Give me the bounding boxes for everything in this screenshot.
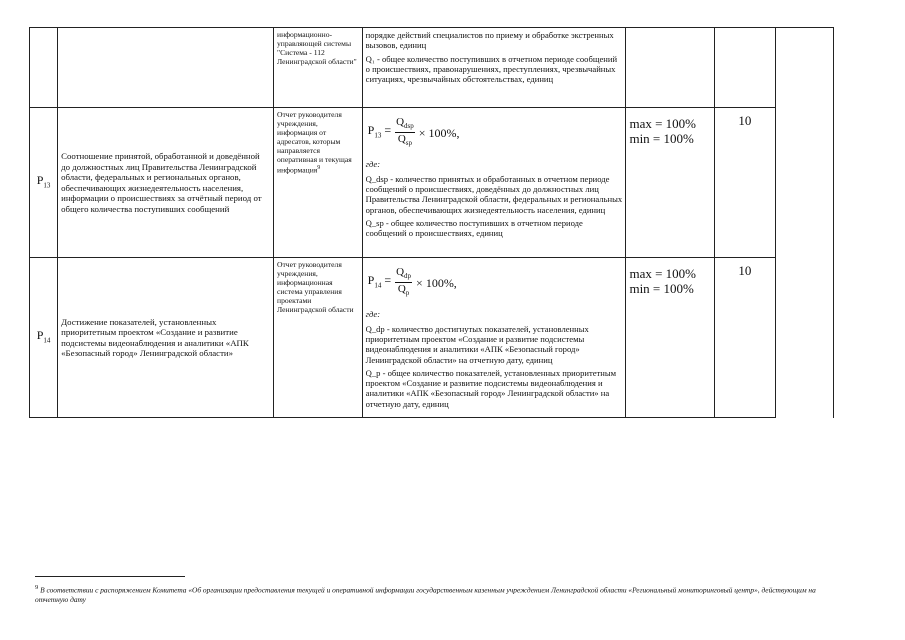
description-line: Q_p - общее количество показателей, установленных приоритетным проектом «Создание и развитие подсистемы видеонаблюдения и аналитики «АПК «Безопасный город» Ленинградской области» на отчетную дату, единиц [365, 367, 617, 409]
indicator-weight: 10 [715, 258, 775, 418]
footnote-divider [35, 576, 185, 577]
indicator-limits: max = 100% min = 100% [626, 258, 715, 418]
source-text: информационно-управляющей системы "Система - 112 Ленинградской области" [277, 30, 357, 66]
description-line: порядке действий специалистов по приему и обработке экстренных вызовов, единиц [365, 30, 614, 51]
where-label: где: [365, 309, 381, 320]
formula: $P_{14}$ = $\frac{Q_{dp}}{Q_p}$ × 100%, [367, 266, 457, 298]
indicator-weight: 10 [715, 108, 775, 258]
row-source-cell [274, 28, 363, 108]
row-name-cell [58, 28, 274, 108]
indicator-formula-cell [362, 258, 626, 418]
where-label: где: [365, 159, 381, 170]
row-weight-cell [715, 28, 775, 108]
indicator-formula-cell [362, 108, 626, 258]
row-description-cell [362, 28, 626, 108]
indicator-source: Отчет руководителя учреждения, информационная система управления проектами Ленинградской области [274, 258, 363, 418]
description-line: Q₁ - общее количество поступивших в отчетном периоде сообщений о происшествиях, правонарушениях, преступлениях, чрезвычайных ситуациях, чрезвычайных обстоятельствах, единиц [365, 53, 618, 85]
row-code-cell [30, 28, 58, 108]
formula: $P_{13}$ = $\frac{Q_{dsp}}{Q_{sp}}$ × 100%, [367, 116, 460, 148]
row-limits-cell [626, 28, 715, 108]
table-row [30, 108, 834, 258]
description-line: Q_dsp - количество принятых и обработанных в отчетном периоде сообщений о происшествиях, доведённых до должностных лиц Правительства Ленинградской области, федеральных и региональных органов, обеспечивающих жизнедеятельность населения, единиц [365, 173, 623, 215]
indicator-source: Отчет руководителя учреждения, информация от адресатов, которым направляется оперативная и текущая информация$^9$ [274, 108, 363, 258]
footnote-text: В соответствии с распоряжением Комитета «Об организации предоставления текущей и оперативной информации государственным казенным учреждением Ленинградской области «Региональный мониторинговый центр», действующим на отчетную дату [35, 585, 816, 605]
extra-column-cell [775, 28, 833, 418]
indicators-table [29, 27, 834, 418]
indicator-code: $P_{14}$ [30, 258, 58, 418]
description-line: Q_dp - количество достигнутых показателей, установленных приоритетным проектом «Создание и развитие подсистемы видеонаблюдения и аналитики «АПК «Безопасный город» Ленинградской области» на отчетную дату, единиц [365, 323, 589, 365]
footnote [35, 583, 845, 605]
table-row [30, 28, 834, 108]
indicator-name: Достижение показателей, установленных приоритетным проектом «Создание и развитие подсистемы видеонаблюдения и аналитики «АПК «Безопасный город» Ленинградской области» [58, 258, 274, 418]
indicator-code: $P_{13}$ [30, 108, 58, 258]
indicator-name: Соотношение принятой, обработанной и доведённой до должностных лиц Правительства Ленинградской области, федеральных и региональных органов, обеспечивающих жизнедеятельность населения, информации о происшествиях за отчётный период от общего количества поступивших сообщений [58, 108, 274, 258]
description-line: Q_sp - общее количество поступивших в отчетном периоде сообщений о происшествиях, единиц [365, 217, 583, 239]
table-row [30, 258, 834, 418]
footnote-mark: 9 [35, 584, 39, 591]
indicator-limits: max = 100% min = 100% [626, 108, 715, 258]
